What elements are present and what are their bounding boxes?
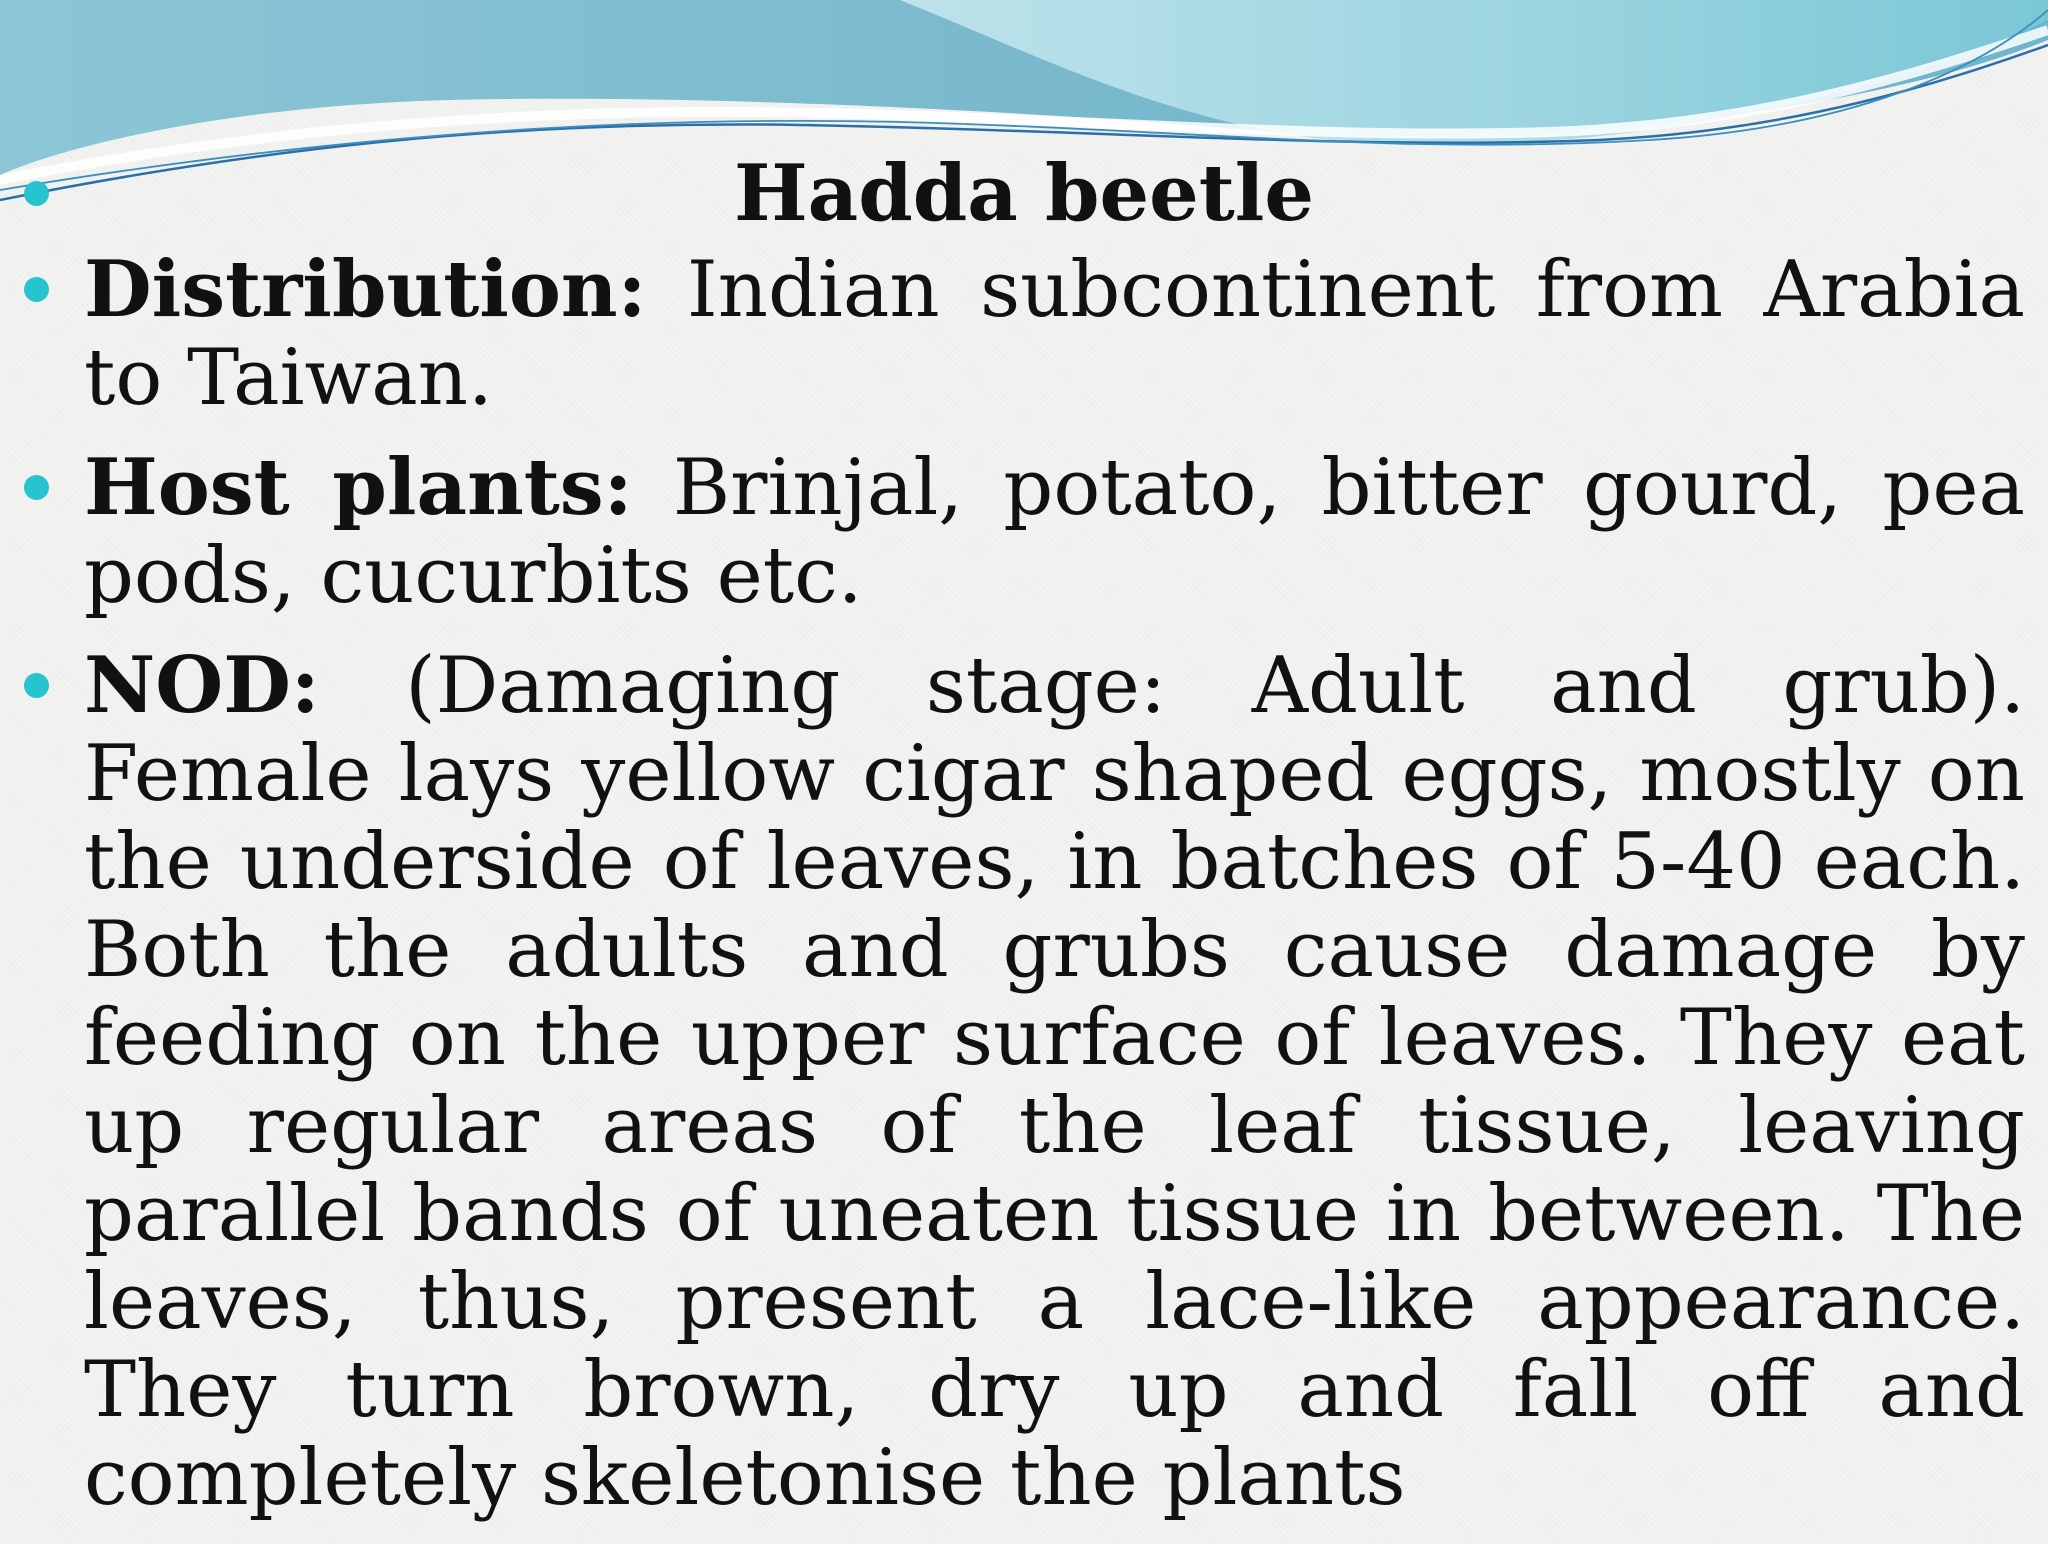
bullet-dot-icon	[24, 181, 49, 206]
bullet-dot-icon	[24, 475, 49, 500]
bullet-dot-icon	[24, 673, 49, 698]
bullet-text-host-plants: Brinjal, potato, bitter gourd, pea pods, cucurbits etc.	[84, 443, 2026, 621]
bullet-dot-icon	[24, 277, 49, 302]
slide-title: Hadda beetle	[733, 148, 1315, 239]
title-bullet	[84, 150, 2025, 246]
slide-content	[0, 150, 2048, 1544]
bullet-label-host-plants: Host plants:	[84, 442, 633, 533]
bullet-nod	[84, 642, 2025, 1522]
bullet-text-nod: (Damaging stage: Adult and grub). Female lays yellow cigar shaped eggs, mostly on the underside of leaves, in batches of 5-40 each. Both the adults and grubs cause damage by feeding on the upper surface of leaves. They eat up regular areas of the leaf tissue, leaving parallel bands of uneaten tissue in between. The leaves, thus, present a lace-like appearance. They turn brown, dry up and fall off and completely skeletonise the plants	[84, 641, 2025, 1523]
bullet-label-distribution: Distribution:	[84, 244, 647, 335]
bullet-host-plants	[84, 444, 2025, 620]
bullet-label-nod: NOD:	[84, 640, 320, 731]
bullet-distribution	[84, 246, 2025, 422]
bullet-text-distribution: Indian subcontinent from Arabia to Taiwan.	[84, 245, 2025, 423]
